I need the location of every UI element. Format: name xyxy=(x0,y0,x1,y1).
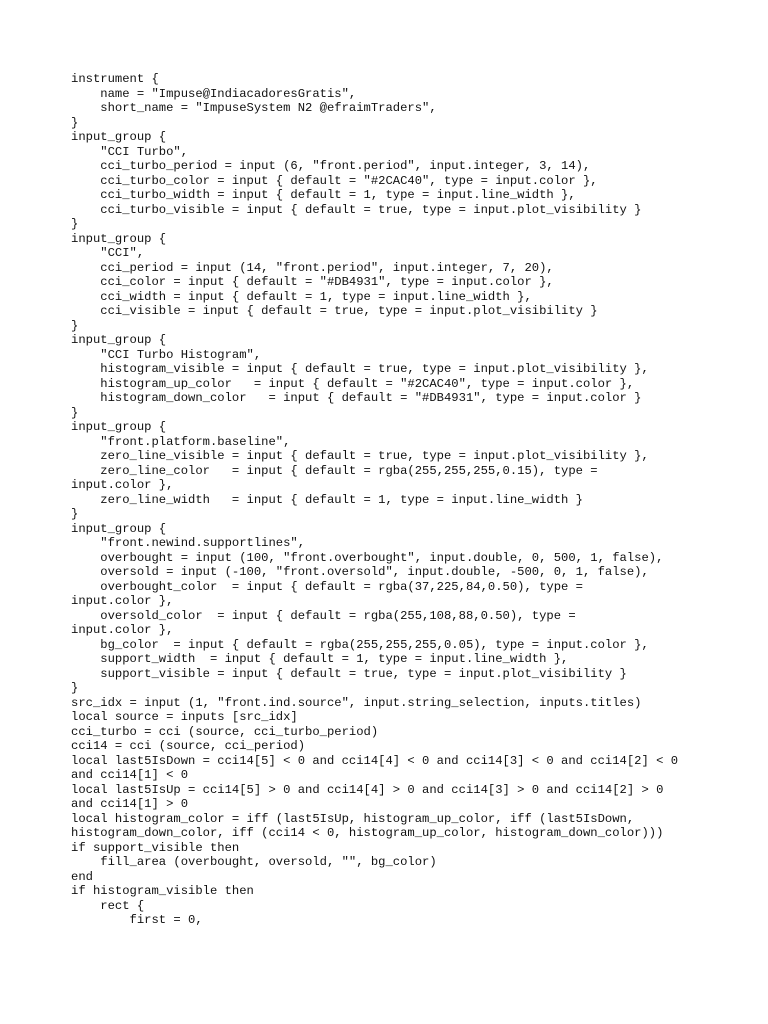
code-line: cci_turbo = cci (source, cci_turbo_period) xyxy=(71,724,379,739)
code-line: histogram_visible = input { default = true, type = input.plot_visibility }, xyxy=(71,362,649,376)
code-line: input.color }, xyxy=(71,623,174,637)
code-line: zero_line_visible = input { default = true, type = input.plot_visibility }, xyxy=(71,449,649,463)
code-line: } xyxy=(71,405,79,420)
code-line: cci14 = cci (source, cci_period) xyxy=(71,739,306,753)
code-line: cci_turbo_color = input { default = "#2CAC40", type = input.color }, xyxy=(71,173,598,188)
code-line: overbought_color = input { default = rgba(37,225,84,0.50), type = xyxy=(71,579,583,594)
code-line: zero_line_width = input { default = 1, type = input.line_width } xyxy=(71,492,583,507)
code-line: end xyxy=(71,869,93,884)
code-line: zero_line_color = input { default = rgba(255,255,255,0.15), type = xyxy=(71,463,598,478)
code-line: } xyxy=(71,115,79,130)
code-line: "front.newind.supportlines", xyxy=(71,536,306,550)
code-line: overbought = input (100, "front.overbought", input.double, 0, 500, 1, false), xyxy=(71,550,664,565)
code-listing xyxy=(71,72,751,928)
code-line: input_group { xyxy=(71,521,167,536)
code-line: name = "Impuse@IndiacadoresGratis", xyxy=(71,86,357,101)
code-line: input.color }, xyxy=(71,594,174,608)
code-line: cci_color = input { default = "#DB4931", type = input.color }, xyxy=(71,275,554,289)
code-line: cci_turbo_visible = input { default = true, type = input.plot_visibility } xyxy=(71,202,642,217)
code-line: histogram_down_color = input { default = "#DB4931", type = input.color } xyxy=(71,391,642,405)
code-line: histogram_down_color, iff (cci14 < 0, histogram_up_color, histogram_down_color))) xyxy=(71,826,664,840)
code-line: cci_turbo_period = input (6, "front.period", input.integer, 3, 14), xyxy=(71,159,591,173)
code-line: input_group { xyxy=(71,130,167,144)
code-line: } xyxy=(71,507,79,521)
code-line: src_idx = input (1, "front.ind.source", input.string_selection, inputs.titles) xyxy=(71,695,642,710)
code-line: short_name = "ImpuseSystem N2 @efraimTraders", xyxy=(71,101,437,115)
code-line: input_group { xyxy=(71,333,167,347)
code-line: oversold = input (-100, "front.oversold", input.double, -500, 0, 1, false), xyxy=(71,565,649,579)
code-line: cci_turbo_width = input { default = 1, type = input.line_width }, xyxy=(71,188,576,202)
code-line: and cci14[1] < 0 xyxy=(71,768,189,782)
code-line: local last5IsDown = cci14[5] < 0 and cci14[4] < 0 and cci14[3] < 0 and cci14[2] < 0 xyxy=(71,753,679,768)
code-line: cci_period = input (14, "front.period", input.integer, 7, 20), xyxy=(71,260,554,275)
code-line: if support_visible then xyxy=(71,840,240,855)
code-line: input_group { xyxy=(71,231,167,246)
code-line: input.color }, xyxy=(71,478,174,492)
code-line: and cci14[1] > 0 xyxy=(71,797,189,811)
code-line: } xyxy=(71,681,79,695)
code-line: } xyxy=(71,217,79,231)
code-line: "CCI", xyxy=(71,246,145,260)
code-line: fill_area (overbought, oversold, "", bg_color) xyxy=(71,855,437,869)
code-line: first = 0, xyxy=(71,913,203,927)
code-line: bg_color = input { default = rgba(255,255,255,0.05), type = input.color }, xyxy=(71,637,649,652)
code-line: local source = inputs [src_idx] xyxy=(71,710,298,724)
code-line: if histogram_visible then xyxy=(71,884,254,898)
code-line: } xyxy=(71,318,79,333)
code-line: rect { xyxy=(71,898,145,913)
code-line: support_visible = input { default = true, type = input.plot_visibility } xyxy=(71,666,627,681)
code-line: input_group { xyxy=(71,420,167,434)
code-line: cci_width = input { default = 1, type = input.line_width }, xyxy=(71,289,532,304)
code-line: local last5IsUp = cci14[5] > 0 and cci14[4] > 0 and cci14[3] > 0 and cci14[2] > 0 xyxy=(71,782,664,797)
code-line: "front.platform.baseline", xyxy=(71,434,291,449)
code-line: support_width = input { default = 1, type = input.line_width }, xyxy=(71,652,569,666)
code-line: "CCI Turbo", xyxy=(71,144,189,159)
code-line: oversold_color = input { default = rgba(255,108,88,0.50), type = xyxy=(71,608,576,623)
code-line: "CCI Turbo Histogram", xyxy=(71,347,262,362)
code-line: cci_visible = input { default = true, type = input.plot_visibility } xyxy=(71,304,598,318)
code-line: local histogram_color = iff (last5IsUp, histogram_up_color, iff (last5IsDown, xyxy=(71,811,635,826)
code-line: histogram_up_color = input { default = "#2CAC40", type = input.color }, xyxy=(71,376,635,391)
code-line: instrument { xyxy=(71,72,159,86)
